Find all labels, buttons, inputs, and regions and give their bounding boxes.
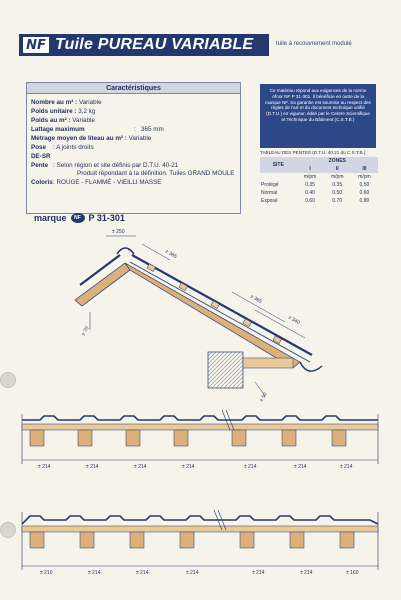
- tile-profile: [22, 416, 378, 420]
- char-row: Métrage moyen de liteau au m² : Variable: [31, 135, 152, 142]
- char-row: Nombre au m² : Variable: [31, 99, 102, 106]
- svg-text:± 214: ± 214: [38, 464, 51, 470]
- gutter-icon: [300, 362, 322, 371]
- char-row: Produit répondant à la définition. Tuiles GRAND MOULE: [77, 170, 235, 177]
- wall-section: [208, 352, 243, 388]
- char-row: Pente : Selon région et site définis par D.T.U. 40-21: [31, 162, 179, 169]
- marque-code: P 31-301: [88, 213, 125, 223]
- zones-header: ZONES: [297, 157, 378, 165]
- svg-text:± 214: ± 214: [136, 570, 149, 576]
- svg-text:± 214: ± 214: [134, 464, 147, 470]
- char-row: Poids unitaire : 3,2 kg: [31, 108, 96, 115]
- dim-ridge-250: ± 250: [112, 229, 125, 235]
- svg-text:± 160: ± 160: [346, 570, 359, 576]
- unit-cell: m/pm: [358, 174, 371, 180]
- nf-badge-icon: NF: [71, 213, 85, 223]
- char-row: Coloris : ROUGE - FLAMMÉ - VIEILLI MASSE: [31, 179, 162, 186]
- site-header: SITE: [260, 157, 297, 173]
- page-subtitle: tuile à recouvrement modulé: [276, 41, 352, 47]
- svg-text:± 214: ± 214: [300, 570, 313, 576]
- dim-ridge-365: ± 365: [164, 248, 178, 260]
- page-title: Tuile PUREAU VARIABLE: [55, 36, 254, 53]
- norm-info-box: Ce matériau répond aux exigences de la norme Afnor NF P 31-301. Il bénéficie en outre de la marque NF. Sa garantie est soumise au respect des règles de l'art et du document technique unifié (D.T.U.) en vigueur, édité par le Centre Scientifique et Technique du Bâtiment (C.S.T.B.): [260, 84, 376, 148]
- svg-text:± 214: ± 214: [88, 570, 101, 576]
- svg-text:± 210: ± 210: [40, 570, 53, 576]
- roof-section-drawing: [75, 229, 322, 403]
- slopes-table-title: TABLEAU DES PENTES (D.T.U. 40.21 du C.S.T.B.): [260, 150, 366, 155]
- unit-cell: m/pm: [303, 174, 317, 180]
- svg-text:± 214: ± 214: [244, 464, 257, 470]
- tile-profile: [22, 516, 378, 524]
- zone-header: I: [297, 165, 324, 173]
- zone-header: II: [324, 165, 351, 173]
- dim-eave-70: ± 70: [80, 325, 91, 337]
- zone-header: III: [351, 165, 378, 173]
- batten-bar: [22, 424, 378, 430]
- ridge-tile: [117, 248, 134, 254]
- svg-text:± 214: ± 214: [340, 464, 353, 470]
- table-row: Protégé 0.35 0.35 0.50: [261, 182, 370, 188]
- characteristics-heading: Caractéristiques: [27, 83, 240, 94]
- tile-row-elevation-2: [22, 510, 378, 576]
- table-row: Exposé 0.60 0.70 0.80: [261, 198, 370, 204]
- table-row: Normal 0.40 0.50 0.60: [261, 190, 370, 196]
- char-row: DE-SR: [31, 153, 51, 160]
- char-row: Lattage maximum : 365 mm: [31, 126, 164, 133]
- dim-eave-50: ± 50: [258, 391, 269, 403]
- dim-slope-365: ± 365: [249, 293, 263, 305]
- svg-text:± 214: ± 214: [86, 464, 99, 470]
- char-row: Poids au m² : Variable: [31, 117, 95, 124]
- svg-text:± 214: ± 214: [182, 464, 195, 470]
- tile-row-elevation-1: [22, 410, 378, 470]
- unit-cell: m/pm: [330, 174, 344, 180]
- svg-text:± 214: ± 214: [294, 464, 307, 470]
- dim-slope-340: ± 340: [287, 314, 301, 326]
- marque-label: marque: [34, 213, 67, 223]
- tile-slope-right: [132, 255, 312, 355]
- nf-logo: NF: [23, 37, 49, 53]
- char-row: Pose : A joints droits: [31, 144, 94, 151]
- svg-text:± 214: ± 214: [186, 570, 199, 576]
- batten-bar: [22, 526, 378, 532]
- svg-text:± 214: ± 214: [252, 570, 265, 576]
